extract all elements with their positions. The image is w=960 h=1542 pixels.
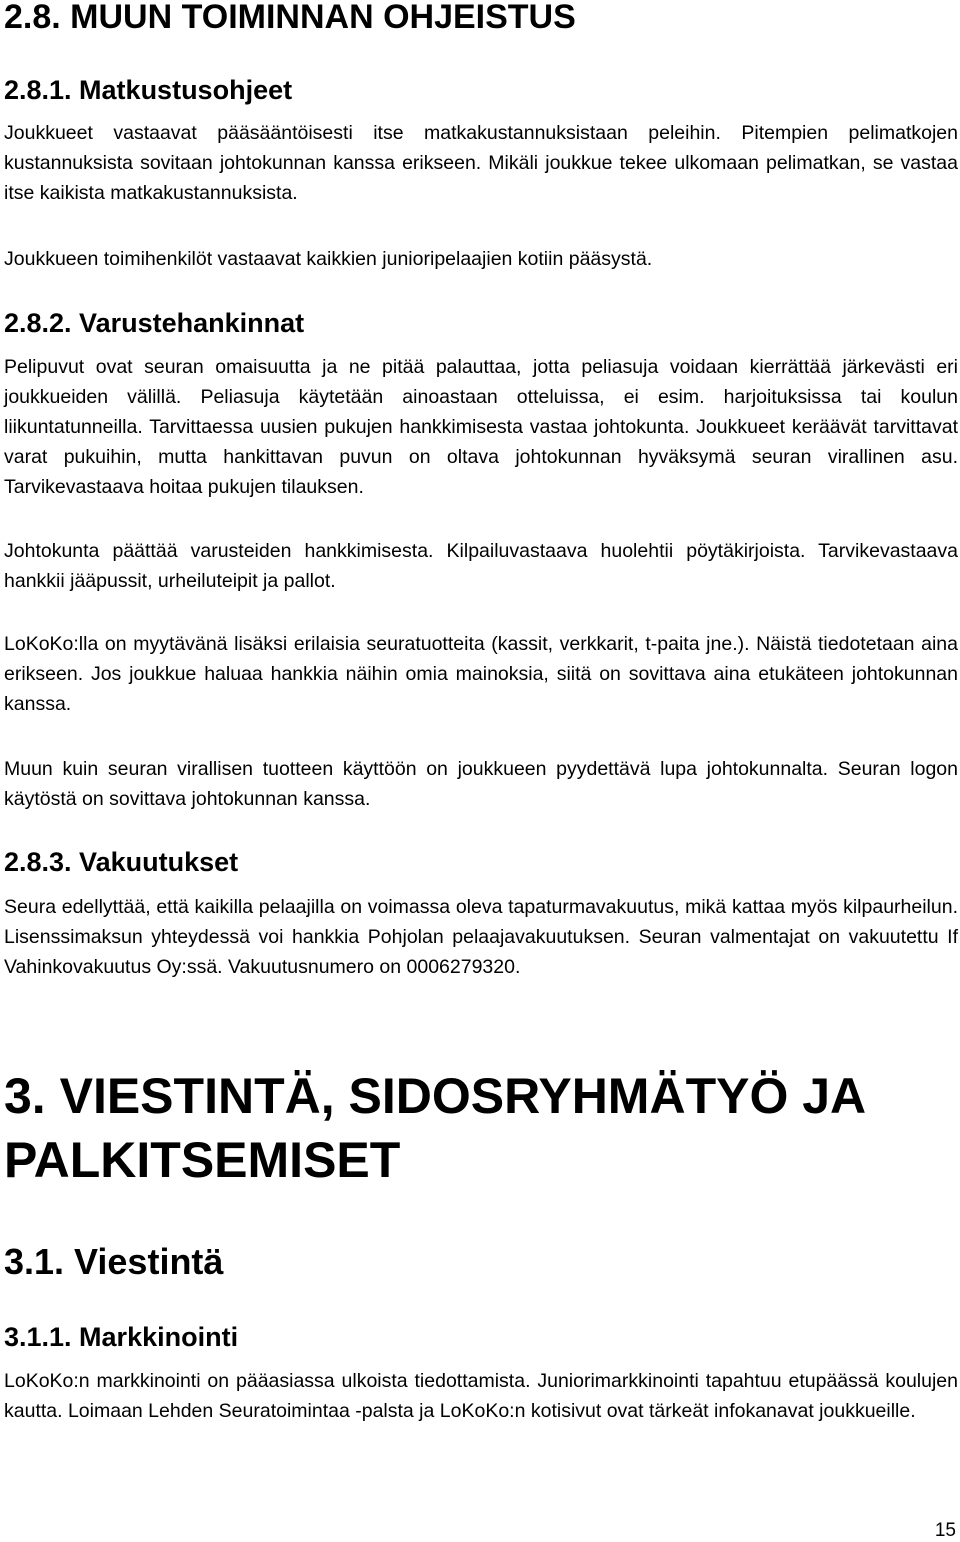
paragraph: LoKoKo:n markkinointi on pääasiassa ulkoista tiedottamista. Juniorimarkkinointi tapahtuu etupäässä koulujen kautta. Loimaan Lehden Seuratoimintaa -palsta ja LoKoKo:n kotisivut ovat tärkeät infokanavat joukkueille.	[4, 1370, 958, 1422]
section-3-1-heading: 3.1. Viestintä	[4, 1241, 224, 1282]
chapter-3-heading: 3. VIESTINTÄ, SIDOSRYHMÄTYÖ JA PALKITSEMISET	[4, 1068, 865, 1188]
paragraph: Joukkueet vastaavat pääsääntöisesti itse matkakustannuksistaan peleihin. Pitempien pelimatkojen kustannuksista sovitaan johtokunnan kanssa erikseen. Mikäli joukkue tekee ulkomaan pelimatkan, se vastaa itse kaikista matkakustannuksista.	[4, 122, 958, 204]
paragraph: Muun kuin seuran virallisen tuotteen käyttöön on joukkueen pyydettävä lupa johtokunnalta. Seuran logon käytöstä on sovittava johtokunnan kanssa.	[4, 758, 958, 810]
section-2-8-2-heading: 2.8.2. Varustehankinnat	[4, 308, 305, 338]
section-2-8-heading: 2.8. MUUN TOIMINNAN OHJEISTUS	[4, 0, 576, 36]
paragraph: LoKoKo:lla on myytävänä lisäksi erilaisia seuratuotteita (kassit, verkkarit, t-paita jne.). Näistä tiedotetaan aina erikseen. Jos joukkue haluaa hankkia näihin omia mainoksia, siitä on sovittava aina etukäteen johtokunnan kanssa.	[4, 633, 958, 715]
paragraph: Joukkueen toimihenkilöt vastaavat kaikkien junioripelaajien kotiin pääsystä.	[4, 248, 653, 270]
section-3-1-1-heading: 3.1.1. Markkinointi	[4, 1322, 239, 1352]
page-number: 15	[934, 1520, 956, 1541]
paragraph: Johtokunta päättää varusteiden hankkimisesta. Kilpailuvastaava huolehtii pöytäkirjoista. Tarvikevastaava hankkii jääpussit, urheiluteipit ja pallot.	[4, 540, 958, 592]
section-2-8-1-heading: 2.8.1. Matkustusohjeet	[4, 75, 293, 105]
section-2-8-3-heading: 2.8.3. Vakuutukset	[4, 847, 239, 877]
paragraph: Seura edellyttää, että kaikilla pelaajilla on voimassa oleva tapaturmavakuutus, mikä kattaa myös kilpaurheilun. Lisenssimaksun yhteydessä voi hankkia Pohjolan pelaajavakuutuksen. Seuran valmentajat on vakuutettu If Vahinkovakuutus Oy:ssä. Vakuutusnumero on 0006279320.	[4, 896, 958, 978]
paragraph: Pelipuvut ovat seuran omaisuutta ja ne pitää palauttaa, jotta peliasuja voidaan kierrättää järkevästi eri joukkueiden välillä. Peliasuja käytetään ainoastaan otteluissa, ei esim. harjoituksissa tai koulun liikuntatunneilla. Tarvittaessa uusien pukujen hankkimisesta vastaa johtokunta. Joukkueet keräävät tarvittavat varat pukuihin, mutta hankittavan puvun on oltava johtokunnan hyväksymä seuran virallinen asu. Tarvikevastaava hoitaa pukujen tilauksen.	[4, 356, 958, 498]
